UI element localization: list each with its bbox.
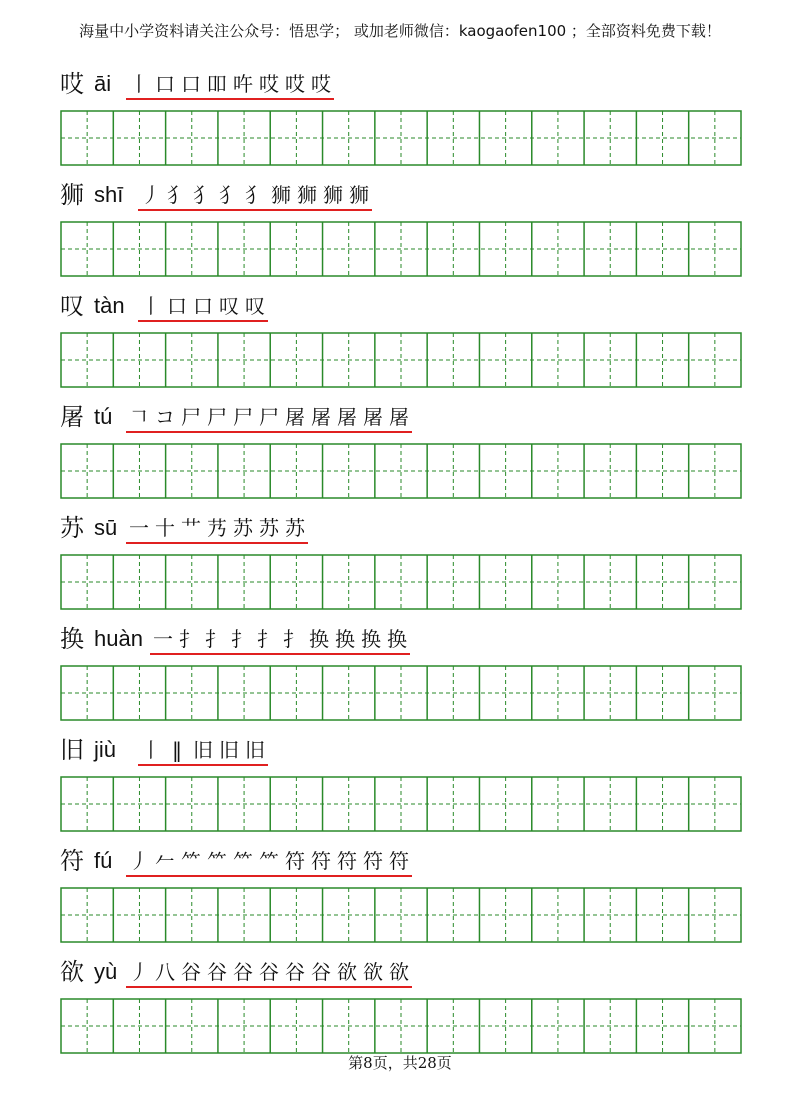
new-stroke-marker xyxy=(178,512,204,544)
stroke-step xyxy=(360,401,386,433)
new-stroke-marker xyxy=(204,68,230,100)
new-stroke-marker xyxy=(190,179,216,211)
stroke-step-glyph: 口 xyxy=(155,72,175,96)
stroke-step-glyph: 扌 xyxy=(283,627,303,651)
new-stroke-marker xyxy=(386,956,412,988)
new-stroke-marker xyxy=(334,956,360,988)
hanzi-character: 叹 xyxy=(60,292,84,320)
writing-practice-grid[interactable] xyxy=(60,665,742,721)
stroke-step-glyph: 丨 xyxy=(141,294,161,318)
new-stroke-marker xyxy=(282,68,308,100)
hanzi-character: 换 xyxy=(60,625,84,653)
stroke-step-glyph: 吘 xyxy=(233,72,253,96)
stroke-step-glyph: 屠 xyxy=(363,405,383,429)
new-stroke-marker xyxy=(164,734,190,766)
new-stroke-marker xyxy=(190,290,216,322)
stroke-step xyxy=(282,845,308,877)
stroke-step xyxy=(152,401,178,433)
new-stroke-marker xyxy=(308,956,334,988)
new-stroke-marker xyxy=(308,845,334,877)
stroke-step xyxy=(306,623,332,655)
stroke-step-glyph: 符 xyxy=(337,849,357,873)
new-stroke-marker xyxy=(178,845,204,877)
stroke-step-glyph: 叹 xyxy=(219,294,239,318)
stroke-step xyxy=(386,956,412,988)
new-stroke-marker xyxy=(138,179,164,211)
stroke-step xyxy=(242,290,268,322)
new-stroke-marker xyxy=(256,512,282,544)
stroke-step-glyph: 苏 xyxy=(233,516,253,540)
stroke-step xyxy=(256,956,282,988)
stroke-step xyxy=(282,401,308,433)
stroke-step xyxy=(268,179,294,211)
stroke-step-glyph: 丨 xyxy=(129,72,149,96)
new-stroke-marker xyxy=(230,956,256,988)
stroke-step-glyph: 狮 xyxy=(271,183,291,207)
new-stroke-marker xyxy=(202,623,228,655)
new-stroke-marker xyxy=(138,734,164,766)
entry-title-row xyxy=(60,68,742,108)
stroke-step xyxy=(346,179,372,211)
new-stroke-marker xyxy=(164,179,190,211)
new-stroke-marker xyxy=(334,845,360,877)
stroke-step xyxy=(176,623,202,655)
stroke-step-glyph: 换 xyxy=(309,627,329,651)
new-stroke-marker xyxy=(254,623,280,655)
stroke-step-glyph: 谷 xyxy=(233,960,253,984)
stroke-step xyxy=(320,179,346,211)
stroke-step-glyph: 十 xyxy=(155,516,175,540)
stroke-step-glyph: 尸 xyxy=(207,405,227,429)
pinyin: huàn xyxy=(94,626,143,651)
new-stroke-marker xyxy=(204,845,230,877)
new-stroke-marker xyxy=(360,845,386,877)
new-stroke-marker xyxy=(384,623,410,655)
new-stroke-marker xyxy=(178,956,204,988)
writing-practice-grid[interactable] xyxy=(60,443,742,499)
new-stroke-marker xyxy=(230,401,256,433)
stroke-step xyxy=(138,179,164,211)
stroke-step-glyph: ⺮ xyxy=(207,849,227,873)
stroke-step-glyph: 尸 xyxy=(181,405,201,429)
pinyin: fú xyxy=(94,848,113,873)
stroke-step-glyph: 符 xyxy=(389,849,409,873)
stroke-step xyxy=(230,512,256,544)
stroke-step-glyph: 欲 xyxy=(337,960,357,984)
stroke-step-glyph: 谷 xyxy=(181,960,201,984)
stroke-step xyxy=(164,734,190,766)
stroke-step-glyph: 谷 xyxy=(207,960,227,984)
stroke-step-glyph: 符 xyxy=(311,849,331,873)
stroke-step xyxy=(204,68,230,100)
new-stroke-marker xyxy=(228,623,254,655)
hanzi-character: 狮 xyxy=(60,181,84,209)
new-stroke-marker xyxy=(190,734,216,766)
stroke-step xyxy=(126,401,152,433)
hanzi-character: 苏 xyxy=(60,514,84,542)
stroke-step-glyph: 犭 xyxy=(167,183,187,207)
writing-practice-grid[interactable] xyxy=(60,332,742,388)
new-stroke-marker xyxy=(230,512,256,544)
stroke-step xyxy=(242,734,268,766)
writing-practice-grid[interactable] xyxy=(60,554,742,610)
stroke-step xyxy=(334,845,360,877)
stroke-step xyxy=(282,956,308,988)
stroke-step-glyph: 叹 xyxy=(245,294,265,318)
stroke-step xyxy=(202,623,228,655)
stroke-step xyxy=(334,401,360,433)
stroke-step xyxy=(216,734,242,766)
entry-title-row xyxy=(60,290,742,330)
new-stroke-marker xyxy=(204,956,230,988)
stroke-step xyxy=(282,68,308,100)
new-stroke-marker xyxy=(126,845,152,877)
entry-title-row xyxy=(60,956,742,996)
stroke-step xyxy=(358,623,384,655)
stroke-step xyxy=(230,68,256,100)
new-stroke-marker xyxy=(242,290,268,322)
new-stroke-marker xyxy=(346,179,372,211)
writing-practice-grid[interactable] xyxy=(60,221,742,277)
new-stroke-marker xyxy=(126,512,152,544)
stroke-step-glyph: 苏 xyxy=(259,516,279,540)
stroke-step-glyph: 艹 xyxy=(181,516,201,540)
stroke-step-glyph: 尸 xyxy=(233,405,253,429)
stroke-step xyxy=(256,512,282,544)
stroke-step xyxy=(164,290,190,322)
stroke-step xyxy=(256,401,282,433)
new-stroke-marker xyxy=(308,68,334,100)
stroke-step xyxy=(360,956,386,988)
stroke-step-glyph: 一 xyxy=(153,627,173,651)
stroke-step xyxy=(256,68,282,100)
stroke-step xyxy=(254,623,280,655)
stroke-step-glyph: 哎 xyxy=(259,72,279,96)
new-stroke-marker xyxy=(320,179,346,211)
stroke-step-glyph: 符 xyxy=(285,849,305,873)
stroke-step xyxy=(308,956,334,988)
writing-practice-grid[interactable] xyxy=(60,776,742,832)
stroke-step xyxy=(228,623,254,655)
writing-practice-grid[interactable] xyxy=(60,110,742,166)
new-stroke-marker xyxy=(386,845,412,877)
stroke-step xyxy=(190,179,216,211)
new-stroke-marker xyxy=(126,401,152,433)
stroke-step-glyph: 符 xyxy=(363,849,383,873)
new-stroke-marker xyxy=(178,401,204,433)
stroke-step xyxy=(190,734,216,766)
new-stroke-marker xyxy=(164,290,190,322)
stroke-step xyxy=(216,290,242,322)
new-stroke-marker xyxy=(256,68,282,100)
entry-title-row xyxy=(60,512,742,552)
new-stroke-marker xyxy=(216,290,242,322)
stroke-step xyxy=(216,179,242,211)
stroke-step-glyph: 换 xyxy=(335,627,355,651)
page-number: 第8页，共28页 xyxy=(348,1054,452,1072)
stroke-step-glyph: ⺮ xyxy=(233,849,253,873)
stroke-step-glyph: 哎 xyxy=(311,72,331,96)
new-stroke-marker xyxy=(204,512,230,544)
entry-title-row xyxy=(60,179,742,219)
stroke-step-glyph: 𠃍 xyxy=(129,405,149,429)
new-stroke-marker xyxy=(256,401,282,433)
stroke-step xyxy=(152,956,178,988)
new-stroke-marker xyxy=(126,956,152,988)
new-stroke-marker xyxy=(152,68,178,100)
stroke-step xyxy=(204,845,230,877)
new-stroke-marker xyxy=(126,68,152,100)
entry-title-row xyxy=(60,845,742,885)
stroke-step-glyph: 扌 xyxy=(257,627,277,651)
hanzi-character: 屠 xyxy=(60,403,84,431)
stroke-step xyxy=(164,179,190,211)
stroke-step-glyph: 狮 xyxy=(297,183,317,207)
stroke-step-glyph: 狮 xyxy=(349,183,369,207)
stroke-step xyxy=(126,956,152,988)
stroke-step-glyph: 丿 xyxy=(129,849,149,873)
writing-practice-grid[interactable] xyxy=(60,887,742,943)
pinyin: shī xyxy=(94,182,124,207)
stroke-step xyxy=(178,401,204,433)
stroke-step-glyph: 口 xyxy=(193,294,213,318)
new-stroke-marker xyxy=(138,290,164,322)
new-stroke-marker xyxy=(242,179,268,211)
new-stroke-marker xyxy=(152,956,178,988)
stroke-step-glyph: 尸 xyxy=(259,405,279,429)
stroke-step xyxy=(384,623,410,655)
new-stroke-marker xyxy=(280,623,306,655)
new-stroke-marker xyxy=(334,401,360,433)
new-stroke-marker xyxy=(178,68,204,100)
new-stroke-marker xyxy=(282,845,308,877)
stroke-step xyxy=(204,512,230,544)
stroke-step xyxy=(204,956,230,988)
stroke-step-glyph: 狮 xyxy=(323,183,343,207)
new-stroke-marker xyxy=(152,401,178,433)
new-stroke-marker xyxy=(152,512,178,544)
stroke-step-glyph: 谷 xyxy=(259,960,279,984)
new-stroke-marker xyxy=(268,179,294,211)
stroke-step xyxy=(178,845,204,877)
stroke-step-glyph: 旧 xyxy=(193,738,213,762)
stroke-step xyxy=(282,512,308,544)
new-stroke-marker xyxy=(204,401,230,433)
hanzi-character: 欲 xyxy=(60,958,84,986)
entry-title-row xyxy=(60,623,742,663)
stroke-step xyxy=(386,401,412,433)
writing-practice-grid[interactable] xyxy=(60,998,742,1054)
stroke-step-glyph: 犭 xyxy=(219,183,239,207)
stroke-step-glyph: コ xyxy=(155,405,175,429)
stroke-step xyxy=(126,68,152,100)
stroke-step-glyph: 丿 xyxy=(141,183,161,207)
stroke-step-glyph: 犭 xyxy=(245,183,265,207)
stroke-step-glyph: 扌 xyxy=(179,627,199,651)
stroke-step xyxy=(178,68,204,100)
stroke-step xyxy=(152,845,178,877)
stroke-step-glyph: 犭 xyxy=(193,183,213,207)
new-stroke-marker xyxy=(282,956,308,988)
stroke-step-glyph: 屠 xyxy=(337,405,357,429)
stroke-step xyxy=(138,734,164,766)
pinyin: yù xyxy=(94,959,118,984)
stroke-step-glyph: 旧 xyxy=(219,738,239,762)
stroke-step-glyph: ⺮ xyxy=(181,849,201,873)
pinyin: jiù xyxy=(94,737,117,762)
hanzi-character: 哎 xyxy=(60,70,84,98)
stroke-step xyxy=(386,845,412,877)
new-stroke-marker xyxy=(256,956,282,988)
pinyin: tàn xyxy=(94,293,125,318)
stroke-step xyxy=(190,290,216,322)
new-stroke-marker xyxy=(150,623,176,655)
new-stroke-marker xyxy=(230,68,256,100)
stroke-step xyxy=(126,512,152,544)
stroke-step xyxy=(308,68,334,100)
stroke-step xyxy=(256,845,282,877)
new-stroke-marker xyxy=(294,179,320,211)
stroke-step-glyph: 苏 xyxy=(285,516,305,540)
new-stroke-marker xyxy=(282,401,308,433)
new-stroke-marker xyxy=(358,623,384,655)
stroke-step-glyph: 屠 xyxy=(285,405,305,429)
new-stroke-marker xyxy=(282,512,308,544)
stroke-step xyxy=(178,956,204,988)
stroke-step xyxy=(294,179,320,211)
stroke-step xyxy=(230,401,256,433)
pinyin: sū xyxy=(94,515,118,540)
stroke-step xyxy=(204,401,230,433)
stroke-step-glyph: 屠 xyxy=(311,405,331,429)
stroke-step-glyph: 扌 xyxy=(205,627,225,651)
page-header-notice: 海量中小学资料请关注公众号：悟思学； 或加老师微信：kaogaofen100 ；全部资料免费下载！ xyxy=(79,22,721,40)
stroke-step-glyph: 换 xyxy=(387,627,407,651)
stroke-step-glyph: 扌 xyxy=(231,627,251,651)
stroke-step-glyph: 欲 xyxy=(389,960,409,984)
new-stroke-marker xyxy=(176,623,202,655)
pinyin: tú xyxy=(94,404,113,429)
stroke-step-glyph: 谷 xyxy=(311,960,331,984)
stroke-step-glyph: 旧 xyxy=(245,738,265,762)
stroke-step xyxy=(360,845,386,877)
stroke-step-glyph: 丨 xyxy=(141,738,161,762)
new-stroke-marker xyxy=(306,623,332,655)
stroke-step xyxy=(230,956,256,988)
stroke-step xyxy=(242,179,268,211)
stroke-step-glyph: 一 xyxy=(129,516,149,540)
new-stroke-marker xyxy=(386,401,412,433)
new-stroke-marker xyxy=(360,956,386,988)
stroke-step xyxy=(126,845,152,877)
new-stroke-marker xyxy=(308,401,334,433)
hanzi-character: 旧 xyxy=(60,736,84,764)
stroke-step xyxy=(152,512,178,544)
new-stroke-marker xyxy=(242,734,268,766)
stroke-step xyxy=(280,623,306,655)
stroke-step-glyph: ⺮ xyxy=(259,849,279,873)
stroke-step xyxy=(152,68,178,100)
hanzi-character: 符 xyxy=(60,847,84,875)
stroke-step xyxy=(308,401,334,433)
stroke-step-glyph: 谷 xyxy=(285,960,305,984)
new-stroke-marker xyxy=(332,623,358,655)
stroke-step xyxy=(178,512,204,544)
new-stroke-marker xyxy=(230,845,256,877)
pinyin: āi xyxy=(94,71,112,96)
stroke-step xyxy=(334,956,360,988)
stroke-step-glyph: 屠 xyxy=(389,405,409,429)
stroke-step-glyph: 口 xyxy=(167,294,187,318)
stroke-step xyxy=(138,290,164,322)
stroke-step xyxy=(332,623,358,655)
stroke-step-glyph: 丿 xyxy=(129,960,149,984)
stroke-step-glyph: 欲 xyxy=(363,960,383,984)
entry-title-row xyxy=(60,401,742,441)
stroke-step-glyph: 艿 xyxy=(207,516,227,540)
new-stroke-marker xyxy=(360,401,386,433)
stroke-step xyxy=(230,845,256,877)
new-stroke-marker xyxy=(216,734,242,766)
entry-title-row xyxy=(60,734,742,774)
new-stroke-marker xyxy=(256,845,282,877)
stroke-step-glyph: ‖ xyxy=(172,738,182,762)
stroke-step-glyph: 口 xyxy=(181,72,201,96)
stroke-step xyxy=(150,623,176,655)
stroke-step-glyph: 八 xyxy=(155,960,175,984)
stroke-step-glyph: 换 xyxy=(361,627,381,651)
stroke-step-glyph: 吅 xyxy=(207,72,227,96)
new-stroke-marker xyxy=(152,845,178,877)
stroke-step-glyph: 哎 xyxy=(285,72,305,96)
stroke-step xyxy=(308,845,334,877)
new-stroke-marker xyxy=(216,179,242,211)
stroke-step-glyph: 𠂉 xyxy=(155,849,175,873)
